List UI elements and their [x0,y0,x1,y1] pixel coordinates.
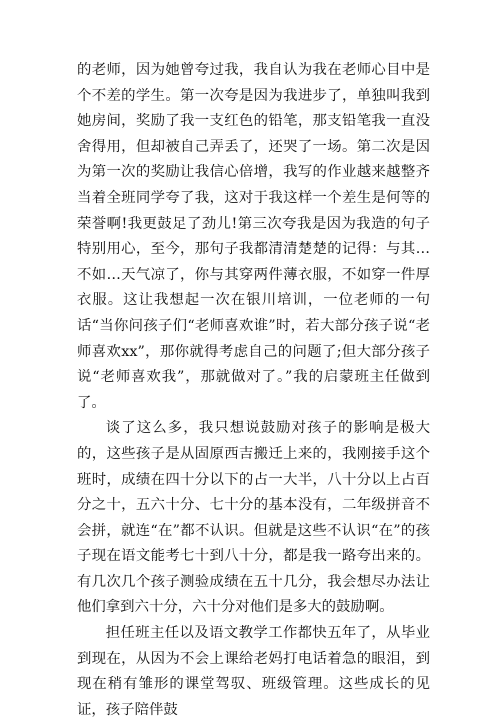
document-body [77,58,430,723]
paragraph-3: 担任班主任以及语文教学工作都快五年了，从毕业到现在，从因为不会上课给老妈打电话着急的眼泪，到现在稍有雏形的课堂驾驭、班级管理。这些成长的见证，孩子陪伴鼓 [77,625,430,718]
paragraph-2: 谈了这么多，我只想说鼓励对孩子的影响是极大的，这些孩子是从固原西吉搬迁上来的，我刚接手这个班时，成绩在四十分以下的占一大半，八十分以上占百分之十，五六十分、七十分的基本没有，二年级拼音不会拼，就连“在”都不认识。但就是这些不认识“在”的孩子现在语文能考七十到八十分，都是我一路夸出来的。有几次几个孩子测验成绩在五十几分，我会想尽办法让他们拿到六十分，六十分对他们是多大的鼓励啊。 [77,420,430,616]
paragraph-1: 的老师，因为她曾夸过我，我自认为我在老师心目中是个不差的学生。第一次夸是因为我进步了，单独叫我到她房间，奖励了我一支红色的铅笔，那支铅笔我一直没舍得用，但却被自己弄丢了，还哭了一场。第二次是因为第一次的奖励让我信心倍增，我写的作业越来越整齐当着全班同学夸了我，这对于我这样一个差生是何等的荣誉啊!我更鼓足了劲儿!第三次夸我是因为我造的句子特别用心，至今，那句子我都清清楚楚的记得：与其…不如…天气凉了，你与其穿两件薄衣服，不如穿一件厚衣服。这让我想起一次在银川培训，一位老师的一句话“当你问孩子们“老师喜欢谁”时，若大部分孩子说“老师喜欢xx”，那你就得考虑自己的问题了;但大部分孩子说“老师喜欢我”，那就做对了。”我的启蒙班主任做到了。 [77,62,430,411]
